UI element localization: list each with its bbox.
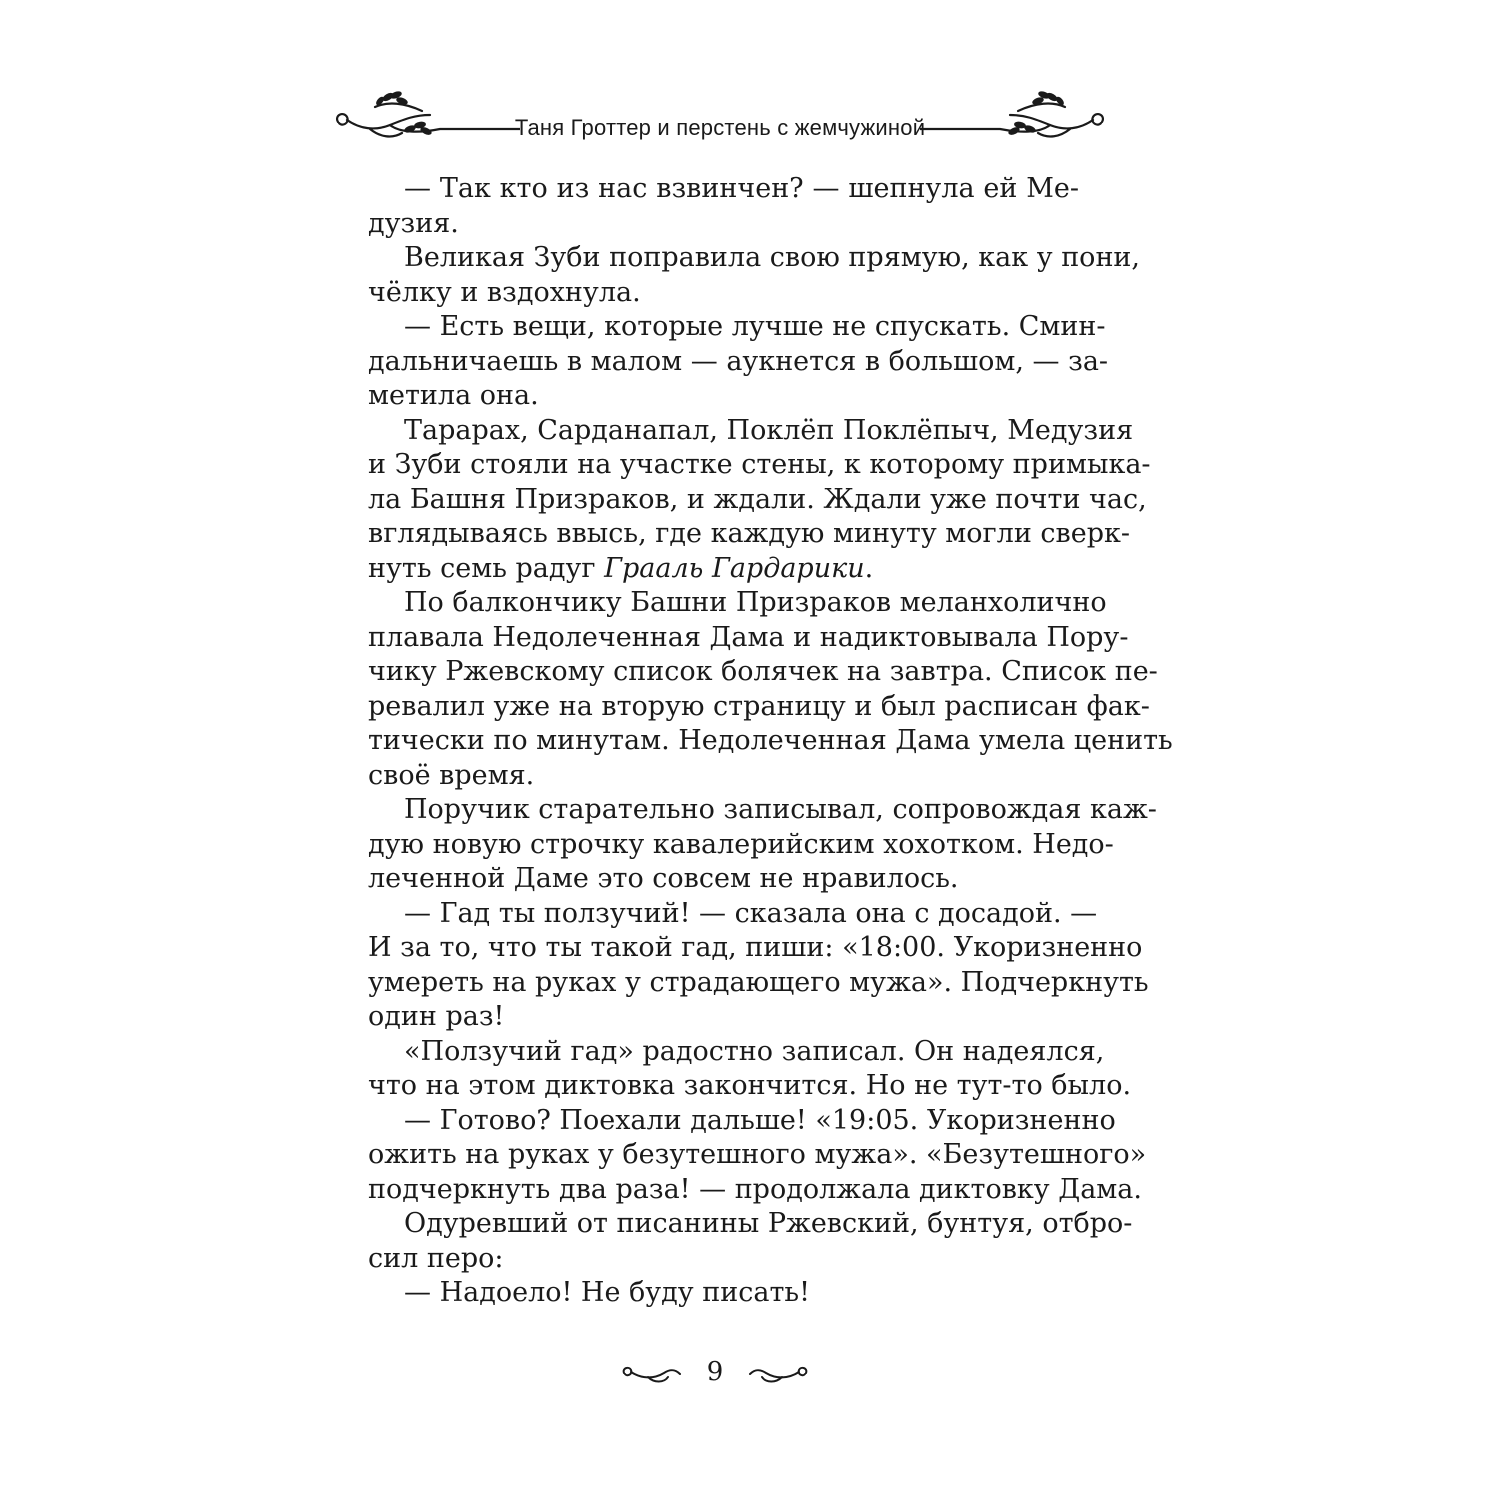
text-line: метила она. — [368, 380, 539, 411]
text-line: сил перо: — [368, 1242, 504, 1274]
text-line: тически по минутам. Недолеченная Дама умела ценить — [368, 725, 1173, 756]
text-line: один раз! — [368, 1001, 505, 1032]
text-line: — Есть вещи, которые лучше не спускать. Смин- — [404, 311, 1106, 342]
text-line: Великая Зуби поправила свою прямую, как у пони, — [404, 242, 1141, 273]
text-line: — Так кто из нас взвинчен? — шепнула ей Ме- — [404, 173, 1079, 204]
text-line: своё время. — [368, 759, 535, 791]
text-line: что на этом диктовка закончится. Но не тут-то было. — [368, 1070, 1132, 1101]
text-line: По балкончику Башни Призраков меланхолично — [404, 587, 1107, 618]
text-line: И за то, что ты такой гад, пиши: «18:00. Укоризненно — [368, 932, 1143, 963]
text-run: . — [864, 552, 874, 584]
swirl-ornament-right-icon — [748, 1359, 810, 1389]
text-line: чику Ржевскому список болячек на завтра. Список пе- — [368, 656, 1158, 687]
text-line: — Готово? Поехали дальше! «19:05. Укоризненно — [404, 1104, 1116, 1136]
text-line: вглядываясь ввысь, где каждую минуту могли сверк- — [368, 518, 1130, 549]
text-line: ла Башня Призраков, и ждали. Ждали уже почти час, — [368, 483, 1147, 515]
text-line: — Надоело! Не буду писать! — [404, 1277, 810, 1308]
text-line: Одуревший от писанины Ржевский, бунтуя, отбро- — [404, 1208, 1133, 1239]
text-line: дальничаешь в малом — аукнется в большом, — за- — [368, 345, 1109, 377]
text-line: леченной Даме это совсем не нравилось. — [368, 863, 959, 894]
text-line: дузия. — [368, 207, 459, 239]
text-line: чёлку и вздохнула. — [368, 276, 641, 308]
text-line: Тарарах, Сарданапал, Поклёп Поклёпыч, Медузия — [404, 414, 1134, 446]
text-line: ожить на руках у безутешного мужа». «Безутешного» — [368, 1139, 1147, 1170]
text-line: плавала Недолеченная Дама и надиктовывала Пору- — [368, 621, 1129, 653]
page-footer — [620, 1355, 810, 1395]
page-text — [368, 172, 1173, 1311]
text-line: подчеркнуть два раза! — продолжала диктовку Дама. — [368, 1173, 1142, 1205]
running-header — [330, 85, 1110, 155]
text-line: — Гад ты ползучий! — сказала она с досадой. — — [404, 897, 1098, 929]
text-line: ревалил уже на вторую страницу и был расписан фак- — [368, 690, 1150, 722]
page-number: 9 — [706, 1357, 724, 1387]
text-line: дую новую строчку кавалерийским хохотком. Недо- — [368, 828, 1114, 860]
text-line — [368, 552, 1079, 587]
text-line: Поручик старательно записывал, сопровождая каж- — [404, 794, 1157, 825]
text-line: «Ползучий гад» радостно записал. Он надеялся, — [404, 1035, 1105, 1067]
italic-title: Грааль Гардарики — [604, 552, 865, 584]
text-run: нуть семь радуг — [368, 552, 596, 584]
text-line: умереть на руках у страдающего мужа». Подчеркнуть — [368, 966, 1149, 998]
book-title: Таня Гроттер и перстень с жемчужиной — [514, 115, 926, 140]
text-line: и Зуби стояли на участке стены, к которому примыка- — [368, 449, 1151, 480]
